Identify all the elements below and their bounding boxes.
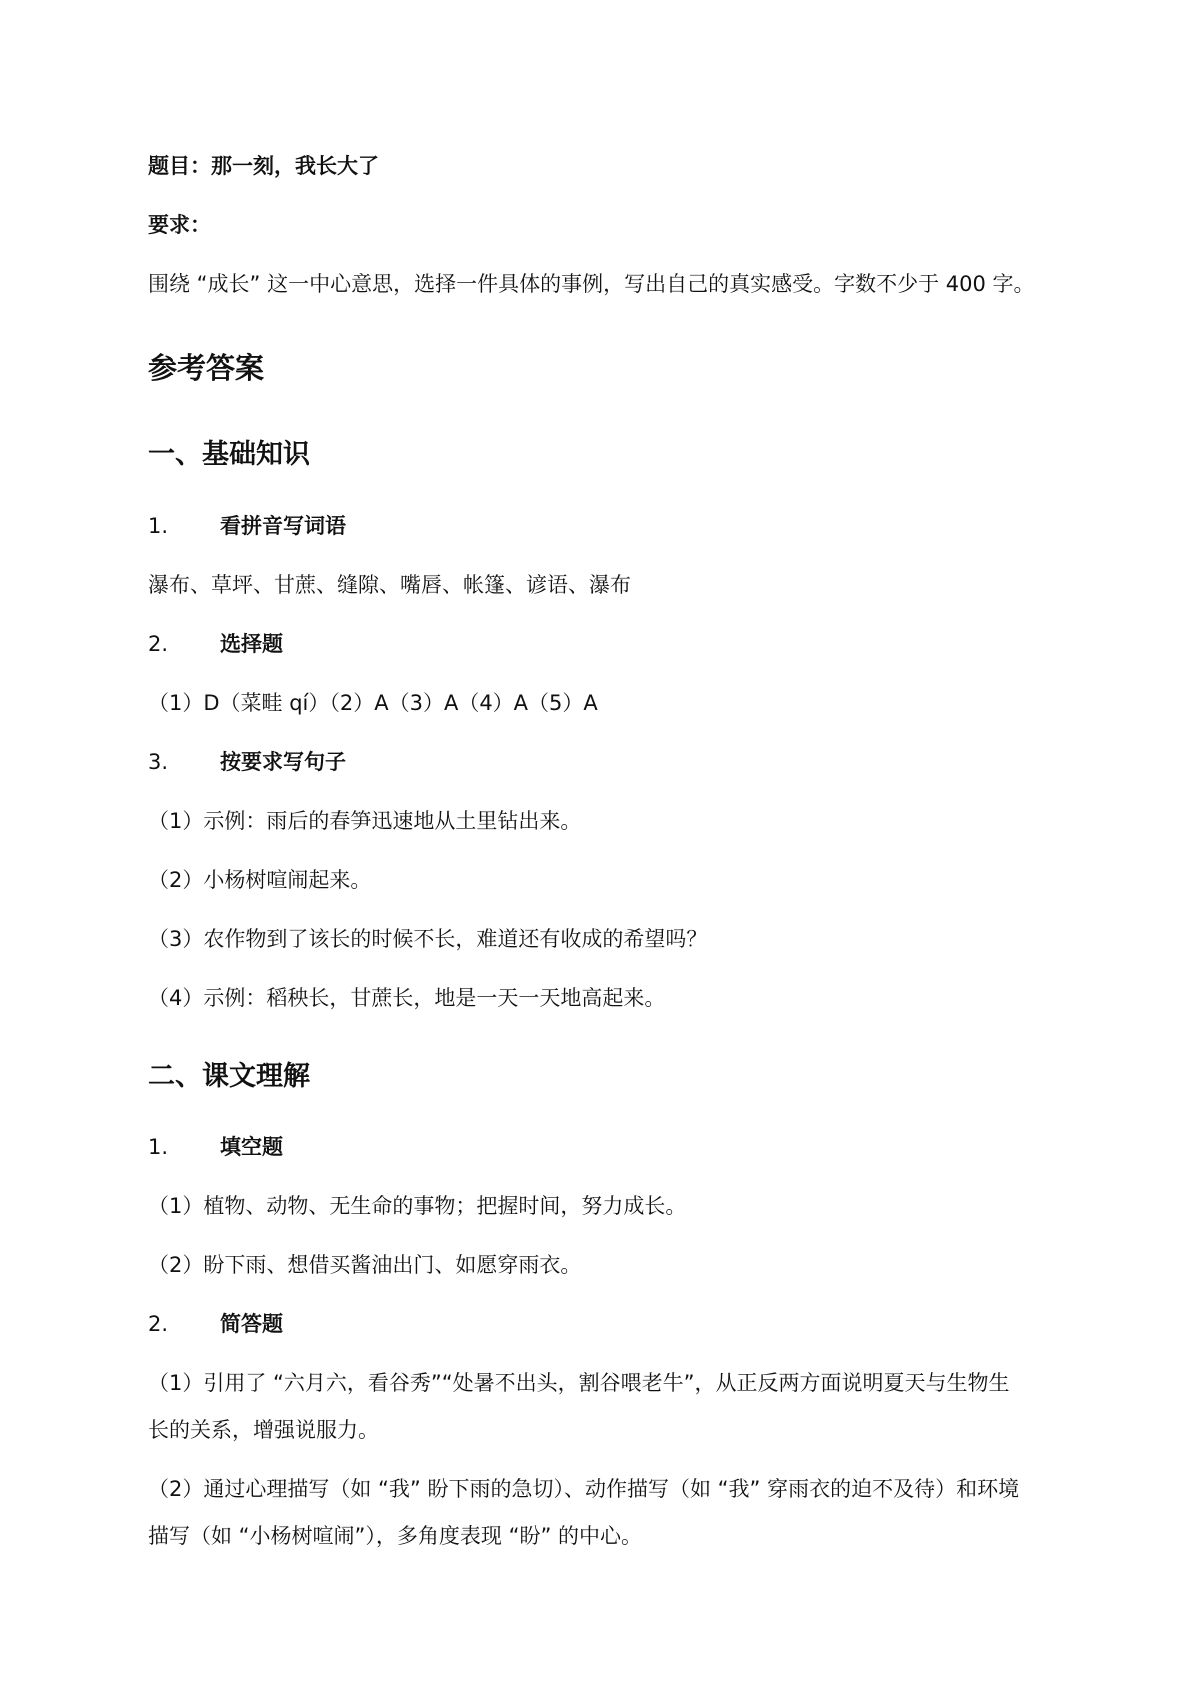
question-2-heading [148, 1310, 283, 1338]
question-number: 1. [148, 1135, 169, 1159]
question-title: 看拼音写词语 [220, 514, 346, 538]
answer-text: 长的关系，增强说服力。 [148, 1418, 379, 1442]
question-number: 2. [148, 632, 169, 656]
section-heading-text-understanding: 二、课文理解 [148, 1061, 310, 1092]
question-number: 2. [148, 1312, 169, 1336]
requirements-label: 要求： [148, 213, 211, 237]
answers-heading: 参考答案 [148, 351, 265, 385]
question-title: 简答题 [220, 1312, 283, 1336]
answer-text: （2）小杨树喧闹起来。 [148, 868, 372, 892]
question-number: 1. [148, 514, 169, 538]
section-heading-basics: 一、基础知识 [148, 439, 310, 470]
question-number: 3. [148, 750, 169, 774]
question-title: 按要求写句子 [220, 750, 346, 774]
answer-text: （1）植物、动物、无生命的事物；把握时间，努力成长。 [148, 1194, 687, 1218]
answer-text: （1）引用了 “六月六，看谷秀”“处暑不出头，割谷喂老牛”，从正反两方面说明夏天与生物生 [148, 1371, 1010, 1395]
question-1-heading [148, 1133, 283, 1161]
question-1-heading [148, 512, 346, 540]
answer-text: 瀑布、草坪、甘蔗、缝隙、嘴唇、帐篷、谚语、瀑布 [148, 573, 631, 597]
question-title: 选择题 [220, 632, 283, 656]
question-3-heading [148, 748, 346, 776]
answer-text: （2）盼下雨、想借买酱油出门、如愿穿雨衣。 [148, 1253, 582, 1277]
question-2-heading [148, 630, 283, 658]
answer-text: （3）农作物到了该长的时候不长，难道还有收成的希望吗？ [148, 927, 708, 951]
question-title: 填空题 [220, 1135, 283, 1159]
answer-text: （1）示例：雨后的春笋迅速地从土里钻出来。 [148, 809, 582, 833]
answer-text: 描写（如 “小杨树喧闹”），多角度表现 “盼” 的中心。 [148, 1524, 643, 1548]
answer-text: （4）示例：稻秧长，甘蔗长，地是一天一天地高起来。 [148, 986, 666, 1010]
requirements-text: 围绕 “成长” 这一中心意思，选择一件具体的事例，写出自己的真实感受。字数不少于 400 字。 [148, 272, 1035, 296]
essay-title: 题目：那一刻，我长大了 [148, 154, 379, 178]
answer-text: （1）D（菜畦 qí）（2）A（3）A（4）A（5）A [148, 691, 598, 715]
answer-text: （2）通过心理描写（如 “我” 盼下雨的急切）、动作描写（如 “我” 穿雨衣的迫不及待）和环境 [148, 1477, 1020, 1501]
